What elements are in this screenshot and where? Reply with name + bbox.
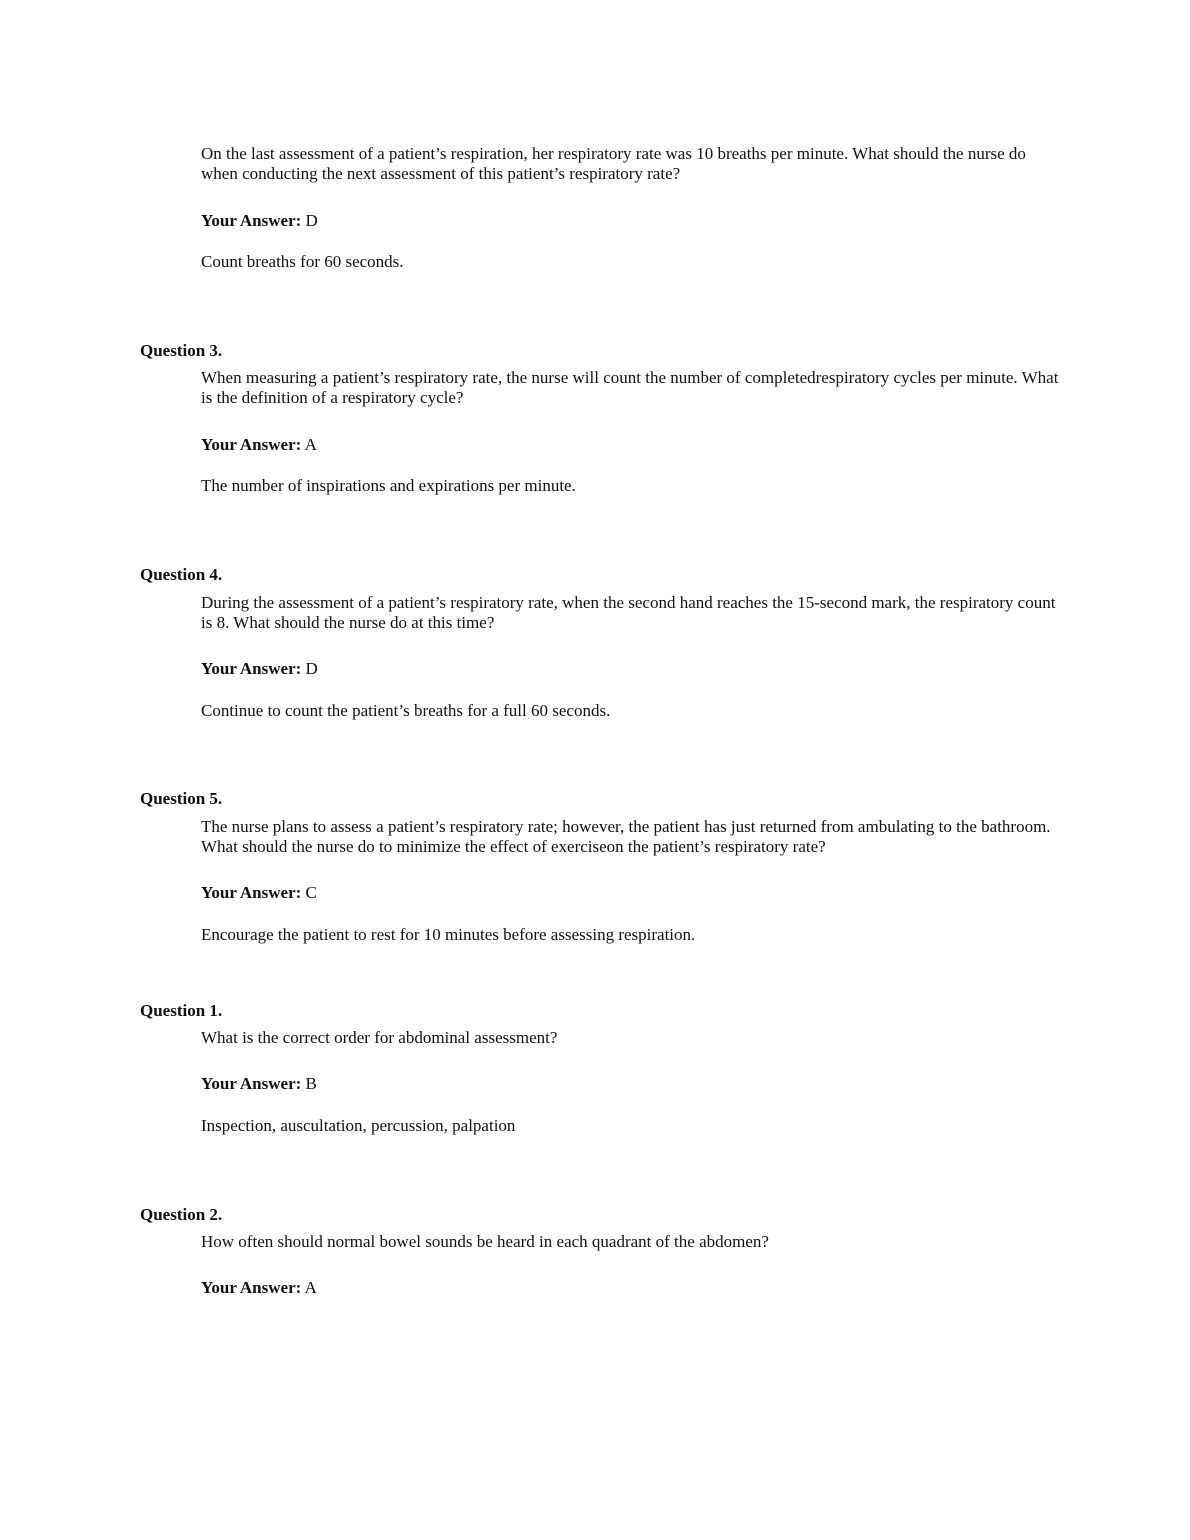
answer-text: Encourage the patient to rest for 10 minutes before assessing respiration. <box>201 925 696 944</box>
answer-text: Continue to count the patient’s breaths for a full 60 seconds. <box>201 701 611 720</box>
question-text: The nurse plans to assess a patient’s respiratory rate; however, the patient has just returned from ambulating to the bathroom. What should the nurse do to minimize the effect of exerciseon the patient’s respiratory rate? <box>201 817 1051 856</box>
question-title: Question 1. <box>140 1001 223 1020</box>
answer-letter: D <box>305 659 318 678</box>
answer-label: Your Answer: <box>201 1278 302 1297</box>
question-title: Question 2. <box>140 1205 223 1224</box>
answer-text: Inspection, auscultation, percussion, palpation <box>201 1116 516 1135</box>
answer-label: Your Answer: <box>201 883 302 902</box>
question-text: When measuring a patient’s respiratory rate, the nurse will count the number of completedrespiratory cycles per minute. What is the definition of a respiratory cycle? <box>201 368 1059 407</box>
question-title: Question 3. <box>140 341 223 360</box>
question-text: On the last assessment of a patient’s respiration, her respiratory rate was 10 breaths per minute. What should the nurse do when conducting the next assessment of this patient’s respiratory rate? <box>201 144 1026 183</box>
your-answer <box>201 883 317 903</box>
your-answer <box>201 1278 317 1298</box>
answer-letter: A <box>304 435 317 454</box>
answer-label: Your Answer: <box>201 659 302 678</box>
question-text: How often should normal bowel sounds be heard in each quadrant of the abdomen? <box>201 1232 769 1251</box>
answer-label: Your Answer: <box>201 435 302 454</box>
answer-letter: D <box>305 211 318 230</box>
answer-letter: C <box>305 883 317 902</box>
your-answer <box>201 435 317 455</box>
your-answer <box>201 659 318 679</box>
your-answer <box>201 211 318 231</box>
question-text: During the assessment of a patient’s respiratory rate, when the second hand reaches the 15-second mark, the respiratory count is 8. What should the nurse do at this time? <box>201 593 1056 632</box>
question-title: Question 5. <box>140 789 223 808</box>
your-answer <box>201 1074 317 1094</box>
answer-text: Count breaths for 60 seconds. <box>201 252 404 271</box>
answer-label: Your Answer: <box>201 1074 302 1093</box>
answer-letter: B <box>305 1074 317 1093</box>
answer-label: Your Answer: <box>201 211 302 230</box>
answer-letter: A <box>304 1278 317 1297</box>
answer-text: The number of inspirations and expirations per minute. <box>201 476 576 495</box>
question-text: What is the correct order for abdominal assessment? <box>201 1028 558 1047</box>
question-title: Question 4. <box>140 565 223 584</box>
